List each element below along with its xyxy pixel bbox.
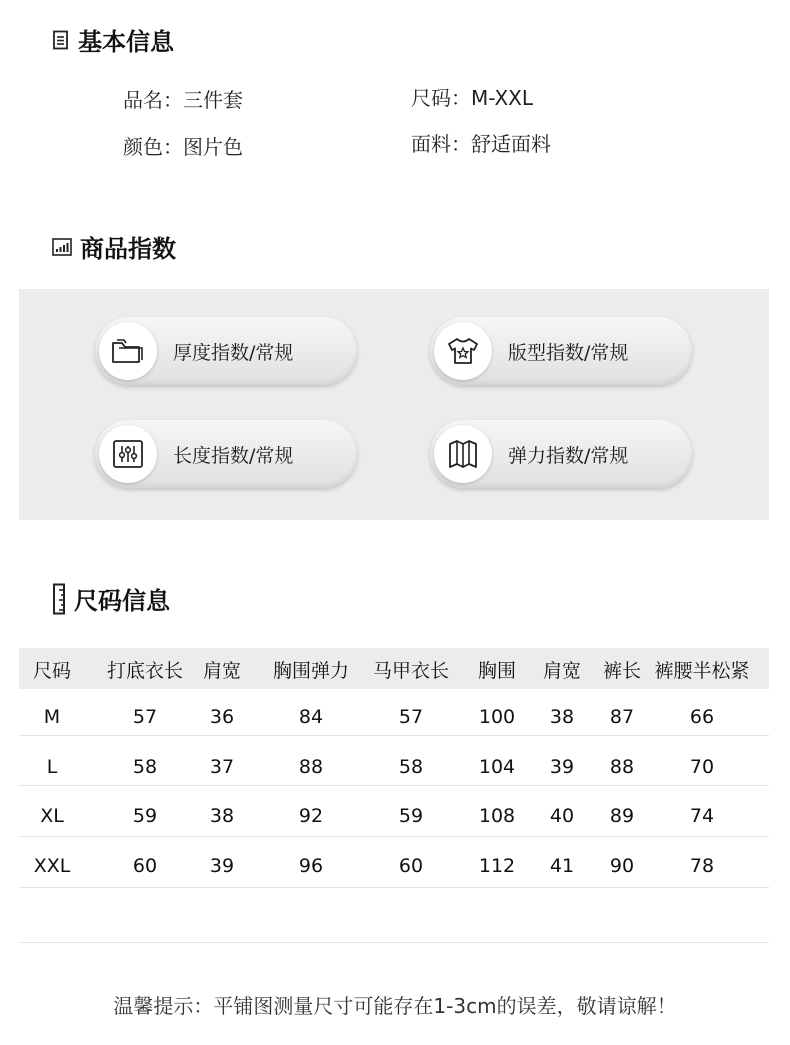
size-table-header-cell: 裤腰半松紧: [654, 660, 750, 682]
index-item-thickness: [95, 317, 357, 385]
index-item-fit: [430, 317, 692, 385]
size-table-cell: 57: [398, 706, 424, 728]
product-index-title: [52, 229, 176, 264]
document-icon: [52, 30, 70, 50]
size-table-cell: XXL: [33, 855, 71, 877]
sliders-icon: [99, 425, 157, 483]
info-label: 面料：: [411, 132, 471, 156]
size-table-cell: 89: [609, 805, 635, 827]
basic-info-title-text: 基本信息: [78, 28, 174, 56]
info-label: 尺码：: [411, 86, 471, 110]
size-table-header-cell: 马甲衣长: [372, 660, 450, 682]
size-info-title: [52, 581, 170, 616]
size-table-cell: 108: [478, 805, 516, 827]
table-row-divider: [19, 887, 769, 888]
size-table-cell: 87: [609, 706, 635, 728]
info-item-fabric: [411, 128, 551, 157]
size-table-cell: 88: [609, 756, 635, 778]
size-table-cell: 96: [298, 855, 324, 877]
map-fold-icon: [434, 425, 492, 483]
folder-icon: [99, 322, 157, 380]
size-table-cell: 66: [689, 706, 715, 728]
size-table-cell: 59: [132, 805, 158, 827]
info-value: M-XXL: [471, 86, 534, 110]
size-table-cell: 92: [298, 805, 324, 827]
size-table-cell: 58: [398, 756, 424, 778]
size-table-cell: 104: [478, 756, 516, 778]
ruler-icon: [52, 583, 66, 615]
measurement-note: 温馨提示：平铺图测量尺寸可能存在1-3cm的误差，敬请谅解！: [113, 994, 677, 1018]
basic-info-title: [52, 22, 174, 57]
size-table-header-cell: 肩宽: [202, 660, 242, 682]
size-table-cell: 74: [689, 805, 715, 827]
size-table-cell: 60: [398, 855, 424, 877]
size-table-cell: 112: [478, 855, 516, 877]
size-table-cell: 58: [132, 756, 158, 778]
size-table-cell: 57: [132, 706, 158, 728]
size-table-cell: 60: [132, 855, 158, 877]
size-table-cell: M: [43, 706, 61, 728]
size-table-header-cell: 肩宽: [542, 660, 582, 682]
product-index-title-text: 商品指数: [80, 235, 176, 263]
info-value: 三件套: [183, 88, 243, 112]
size-table-cell: 78: [689, 855, 715, 877]
index-item-length: [95, 420, 357, 488]
size-table-cell: 90: [609, 855, 635, 877]
index-item-text: 版型指数/常规: [508, 341, 629, 364]
size-table-cell: 38: [549, 706, 575, 728]
size-table-header-cell: 胸围弹力: [272, 660, 350, 682]
size-table-cell: 38: [209, 805, 235, 827]
size-table-header-cell: 尺码: [32, 660, 72, 682]
size-table-cell: 70: [689, 756, 715, 778]
table-row-divider: [19, 735, 769, 736]
bar-chart-icon: [52, 238, 72, 256]
size-table-cell: 39: [209, 855, 235, 877]
size-table-cell: 37: [209, 756, 235, 778]
size-table-cell: 40: [549, 805, 575, 827]
info-label: 颜色：: [123, 135, 183, 159]
size-table-cell: 100: [478, 706, 516, 728]
size-table-cell: 39: [549, 756, 575, 778]
index-item-text: 长度指数/常规: [173, 444, 294, 467]
size-table-cell: 36: [209, 706, 235, 728]
info-item-size: [411, 82, 533, 111]
info-value: 舒适面料: [471, 132, 551, 156]
size-table-header-cell: 裤长: [602, 660, 642, 682]
index-item-text: 厚度指数/常规: [173, 341, 294, 364]
size-info-title-text: 尺码信息: [74, 587, 170, 615]
size-table-header-cell: 胸围: [477, 660, 517, 682]
table-row-divider: [19, 785, 769, 786]
size-table-header-cell: 打底衣长: [106, 660, 184, 682]
size-table-cell: XL: [40, 805, 64, 827]
info-label: 品名：: [123, 88, 183, 112]
footer-divider: [19, 942, 769, 943]
size-table-cell: 41: [549, 855, 575, 877]
size-table-cell: 88: [298, 756, 324, 778]
size-table-cell: L: [46, 756, 58, 778]
info-item-color: [123, 131, 243, 160]
size-table-cell: 84: [298, 706, 324, 728]
table-row-divider: [19, 836, 769, 837]
info-value: 图片色: [183, 135, 243, 159]
tshirt-icon: [434, 322, 492, 380]
size-table-cell: 59: [398, 805, 424, 827]
info-item-name: [123, 84, 243, 113]
index-item-text: 弹力指数/常规: [508, 444, 629, 467]
index-item-elasticity: [430, 420, 692, 488]
